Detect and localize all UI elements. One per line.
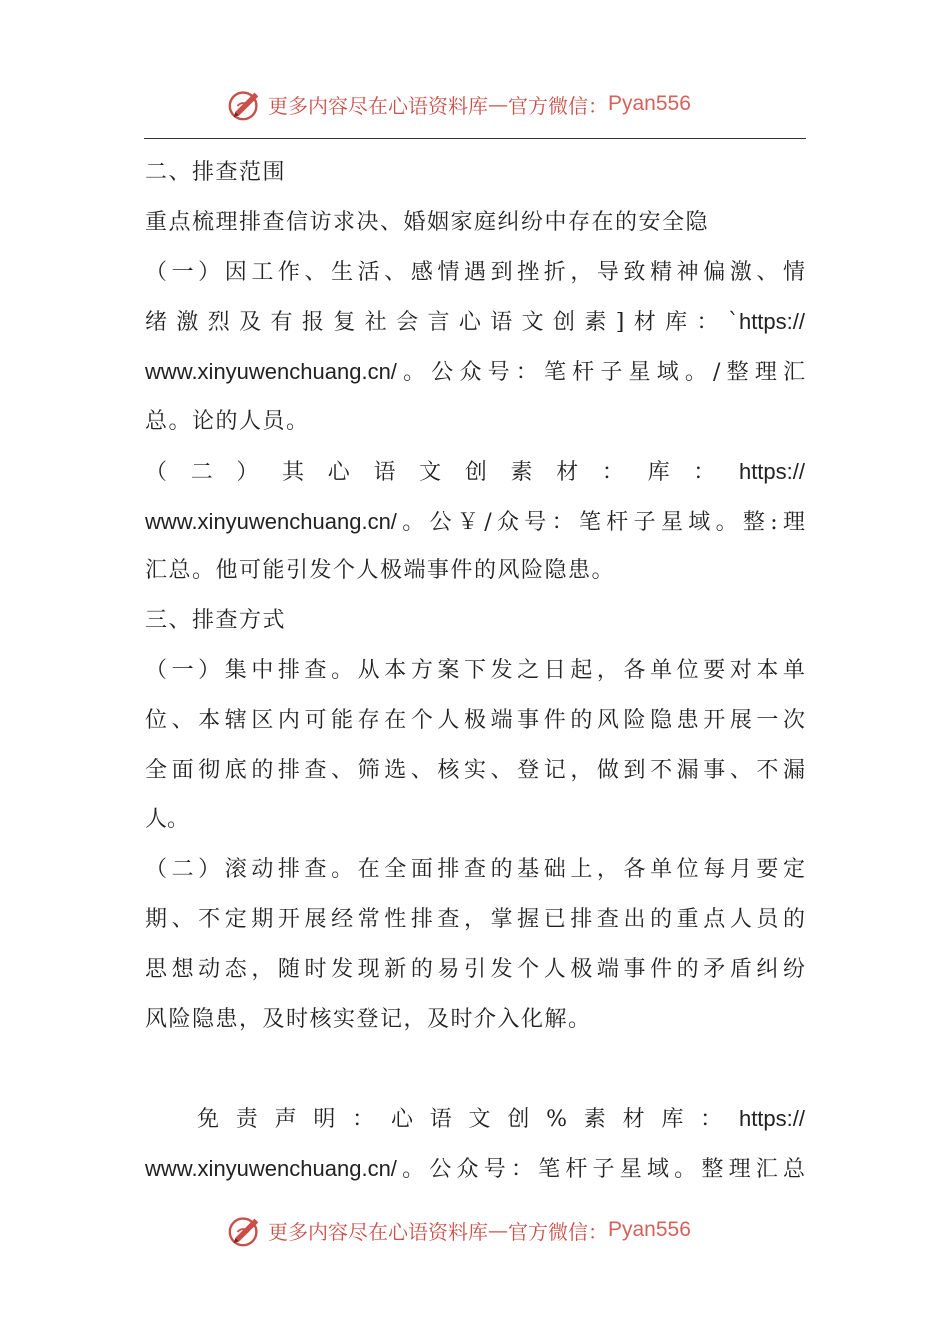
url-segment: www.xinyuwenchuang.cn/ — [145, 508, 397, 534]
paragraph-line — [145, 497, 805, 547]
paragraph-line: 期、不定期开展经常性排查，掌握已排查出的重点人员的 — [145, 906, 805, 932]
paragraph-line: 总。论的人员。 — [145, 408, 310, 434]
banner-separator: — — [488, 92, 508, 116]
text-segment: （二）其心语文创素材：库： — [145, 459, 739, 485]
url-segment: www.xinyuwenchuang.cn/ — [145, 359, 397, 385]
text-segment: 。公众号：笔杆子星域。整理汇总 — [396, 1156, 805, 1182]
banner-text: 更多内容尽在心语资料库 — [268, 1219, 488, 1244]
paragraph-line — [145, 347, 805, 397]
paragraph-line: 位、本辖区内可能存在个人极端事件的风险隐患开展一次 — [145, 707, 805, 733]
section-heading: 二、排查范围 — [145, 160, 287, 185]
banner-text: 更多内容尽在心语资料库 — [268, 93, 488, 118]
paragraph-line: （一）集中排查。从本方案下发之日起，各单位要对本单 — [145, 657, 805, 683]
banner-wechat-label: 官方微信： — [508, 1219, 608, 1244]
pen-logo-icon — [226, 1211, 264, 1249]
header-banner — [226, 84, 691, 124]
blank-line — [145, 1044, 805, 1094]
paragraph-line — [145, 447, 805, 497]
paragraph-line: （一）因工作、生活、感情遇到挫折，导致精神偏激、情 — [145, 259, 805, 285]
paragraph-line: 全面彻底的排查、筛选、核实、登记，做到不漏事、不漏 — [145, 757, 805, 783]
text-segment: 免责声明：心语文创%素材库： — [197, 1107, 739, 1133]
disclaimer-line — [145, 1144, 805, 1194]
header-divider — [144, 138, 806, 139]
text-segment: 。公众号：笔杆子星域。/整理汇 — [396, 360, 805, 386]
paragraph-line: （二）滚动排查。在全面排查的基础上，各单位每月要定 — [145, 857, 805, 883]
paragraph-line: 风险隐患，及时核实登记，及时介入化解。 — [145, 1006, 592, 1032]
pen-logo-icon — [226, 85, 264, 123]
text-segment: 绪激烈及有报复社会言心语文创素]材库：` — [145, 310, 739, 336]
banner-separator: — — [488, 1218, 508, 1242]
banner-wechat-id: Pyan556 — [608, 1218, 691, 1241]
document-body — [145, 148, 805, 1194]
disclaimer-line — [145, 1094, 805, 1144]
url-segment: https:// — [738, 309, 805, 335]
url-segment: https:// — [738, 458, 805, 484]
paragraph-line: 汇总。他可能引发个人极端事件的风险隐患。 — [145, 558, 616, 584]
text-segment: 。公￥/众号：笔杆子星域。整:理 — [396, 509, 805, 535]
section-heading: 三、排查方式 — [145, 608, 287, 634]
paragraph-line: 思想动态，随时发现新的易引发个人极端事件的矛盾纠纷 — [145, 956, 805, 982]
footer-banner — [226, 1210, 691, 1250]
url-segment: https:// — [738, 1106, 805, 1132]
url-segment: www.xinyuwenchuang.cn/ — [145, 1155, 397, 1181]
paragraph-line: 重点梳理排查信访求决、婚姻家庭纠纷中存在的安全隐 — [145, 209, 710, 235]
banner-wechat-id: Pyan556 — [608, 92, 691, 115]
paragraph-line: 人。 — [145, 807, 190, 833]
paragraph-line — [145, 297, 805, 347]
banner-wechat-label: 官方微信： — [508, 93, 608, 118]
